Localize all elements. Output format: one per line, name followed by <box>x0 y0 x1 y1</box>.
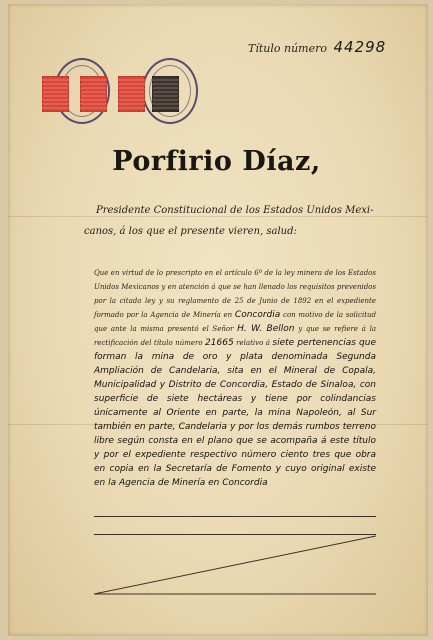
handwritten-text: siete pertenencias que forman la mina de oro y plata denominada Segunda Ampliación de Candelaria, sita en el Mineral de Copala, Municipalidad y Distrito de Concordia, Estado de Sinaloa, con superficie de siete hectáreas y tiene por colindancias únicamente al Oriente en parte, la mina Napoleón, al Sur también en parte, Candelaria y por los demás rumbos terreno libre según consta en el plano que se acompaña á este título y por el expediente respectivo número ciento tres que obra en copia en la Secretaría de Fomento y cuyo original existe en la Agencia de Minería en Concordia <box>94 338 376 488</box>
cancel-diagonal <box>94 534 376 596</box>
titulo-value: 44298 <box>333 38 387 56</box>
printed-text: con motivo de la solicitud que ante la misma presentó el Señor <box>94 311 376 333</box>
printed-text: y que se refiere á la rectificación del título número <box>94 325 376 347</box>
handwritten-text: 21665 <box>205 338 234 348</box>
handwritten-text: Concordia <box>234 310 281 320</box>
blank-line <box>94 516 376 517</box>
intro-line: canos, á los que el presente vieren, salud: <box>84 226 297 237</box>
intro-line: Presidente Constitucional de los Estados Unidos Mexi- <box>96 205 374 216</box>
revenue-stamp <box>80 76 107 112</box>
revenue-stamps <box>42 62 202 122</box>
handwritten-text: H. W. Bellon <box>237 324 295 334</box>
document-title: Porfirio Díaz, <box>112 146 321 177</box>
printed-text: Que en virtud de lo prescripto en el artículo 6º de la ley minera de los Estados Unidos Mexicanos y en atención á que se han llenado los requisitos prevenidos por la citada ley y su reglamento de 25 de Junio de 1892 en el expediente formado por la Agencia de Minería en <box>94 269 376 319</box>
printed-text: relativo á <box>236 339 270 347</box>
titulo-number <box>248 38 428 56</box>
revenue-stamp <box>152 76 179 112</box>
intro-text <box>84 200 384 242</box>
revenue-stamp <box>42 76 69 112</box>
titulo-label: Título número <box>248 42 327 55</box>
body-paragraph <box>94 266 376 490</box>
document-page <box>8 4 428 636</box>
revenue-stamp <box>118 76 145 112</box>
